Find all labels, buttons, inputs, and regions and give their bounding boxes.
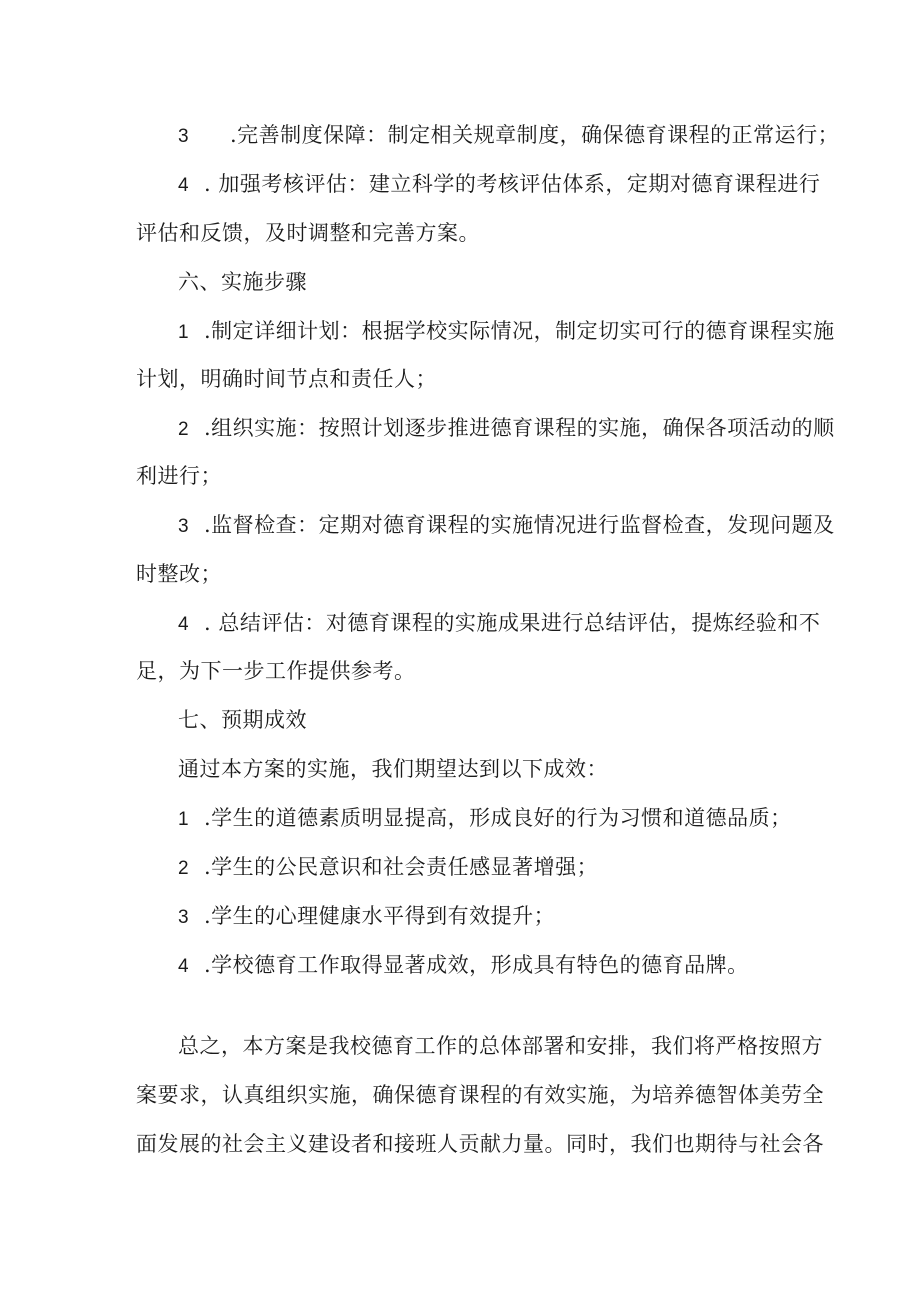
list-text-continued: 评估和反馈，及时调整和完善方案。 (136, 221, 480, 245)
list-item-5-4-line1 (178, 169, 820, 201)
list-number: 3 (178, 907, 190, 928)
list-item-6-4-line1 (178, 608, 820, 640)
conclusion-line2 (136, 1080, 824, 1110)
list-item-6-2-line1 (178, 413, 835, 445)
list-text: .组织实施：按照计划逐步推进德育课程的实施，确保各项活动的顺 (204, 416, 835, 440)
conclusion-line1 (178, 1031, 823, 1061)
list-item-6-3-line2 (136, 559, 222, 589)
list-text-continued: 利进行； (136, 464, 222, 488)
list-item-5-3 (178, 120, 839, 152)
list-number: 3 (178, 516, 190, 537)
list-text: . 总结评估：对德育课程的实施成果进行总结评估，提炼经验和不 (204, 611, 821, 635)
list-number: 4 (178, 614, 190, 635)
list-text: .学校德育工作取得显著成效，形成具有特色的德育品牌。 (204, 953, 749, 977)
list-number: 3 (178, 126, 190, 147)
list-text: .学生的公民意识和社会责任感显著增强； (204, 855, 599, 879)
list-item-6-1-line1 (178, 316, 835, 348)
paragraph-text: 面发展的社会主义建设者和接班人贡献力量。同时，我们也期待与社会各 (136, 1132, 824, 1156)
paragraph-text: 通过本方案的实施，我们期望达到以下成效： (178, 757, 608, 781)
heading-text: 六、实施步骤 (178, 270, 307, 294)
list-text-continued: 计划，明确时间节点和责任人； (136, 367, 437, 391)
paragraph-text: 案要求，认真组织实施，确保德育课程的有效实施，为培养德智体美劳全 (136, 1083, 824, 1107)
list-number: 4 (178, 956, 190, 977)
list-item-7-3 (178, 901, 555, 933)
list-number: 2 (178, 419, 190, 440)
list-number: 4 (178, 175, 190, 196)
list-item-6-4-line2 (136, 656, 416, 686)
list-text-continued: 足，为下一步工作提供参考。 (136, 659, 416, 683)
section-heading-6 (178, 267, 307, 297)
list-text: .学生的心理健康水平得到有效提升； (204, 904, 556, 928)
list-item-7-4 (178, 950, 749, 982)
list-text: .监督检查：定期对德育课程的实施情况进行监督检查，发现问题及 (204, 513, 835, 537)
list-item-6-3-line1 (178, 510, 835, 542)
list-item-7-2 (178, 852, 598, 884)
list-text: . 加强考核评估：建立科学的考核评估体系，定期对德育课程进行 (204, 172, 821, 196)
list-text: .制定详细计划：根据学校实际情况，制定切实可行的德育课程实施 (204, 319, 835, 343)
section-heading-7 (178, 705, 307, 735)
heading-text: 七、预期成效 (178, 708, 307, 732)
paragraph-text: 总之，本方案是我校德育工作的总体部署和安排，我们将严格按照方 (178, 1034, 823, 1058)
list-item-5-4-line2 (136, 218, 480, 248)
list-number: 1 (178, 809, 190, 830)
list-number: 1 (178, 322, 190, 343)
list-text-continued: 时整改； (136, 562, 222, 586)
list-number: 2 (178, 858, 190, 879)
list-text: .完善制度保障：制定相关规章制度，确保德育课程的正常运行； (230, 123, 840, 147)
list-item-6-2-line2 (136, 461, 222, 491)
section-7-intro (178, 754, 608, 784)
conclusion-line3 (136, 1129, 824, 1159)
list-item-7-1 (178, 803, 792, 835)
list-item-6-1-line2 (136, 364, 437, 394)
list-text: .学生的道德素质明显提高，形成良好的行为习惯和道德品质； (204, 806, 792, 830)
